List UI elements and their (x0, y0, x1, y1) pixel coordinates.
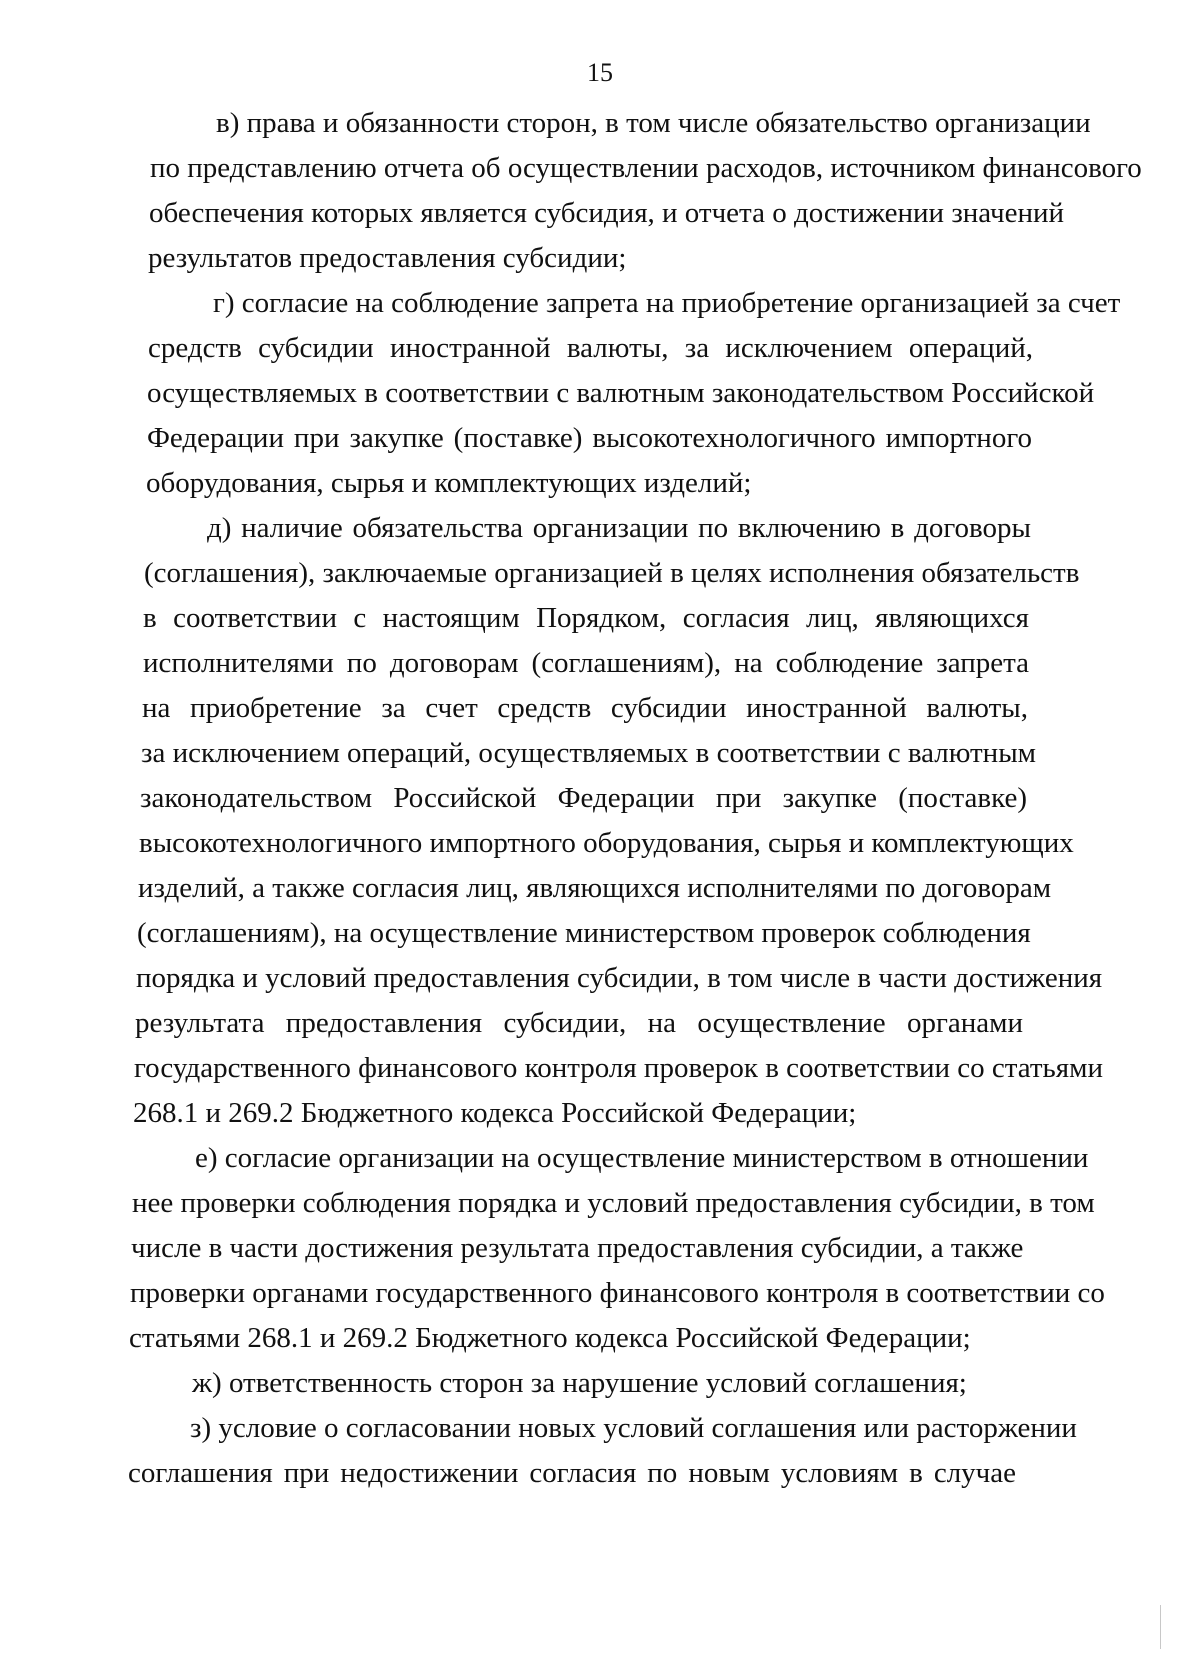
text-line: исполнителями по договорам (соглашениям), на соблюдение запрета (143, 647, 1029, 679)
text-line: е) согласие организации на осуществление министерством в отношении (195, 1142, 1089, 1174)
text-line: соглашения при недостижении согласия по новым условиям в случае (128, 1457, 1016, 1489)
text-line: оборудования, сырья и комплектующих изделий; (146, 467, 752, 499)
text-line: средств субсидии иностранной валюты, за исключением операций, (148, 332, 1033, 364)
text-line: законодательством Российской Федерации при закупке (поставке) (140, 782, 1027, 814)
text-line: статьями 268.1 и 269.2 Бюджетного кодекса Российской Федерации; (129, 1322, 971, 1354)
text-line: осуществляемых в соответствии с валютным законодательством Российской (147, 377, 1095, 409)
text-line: за исключением операций, осуществляемых в соответствии с валютным (141, 737, 1037, 769)
text-line: 268.1 и 269.2 Бюджетного кодекса Российской Федерации; (133, 1097, 857, 1129)
text-line: г) согласие на соблюдение запрета на приобретение организацией за счет (213, 287, 1121, 319)
text-line: порядка и условий предоставления субсидии, в том числе в части достижения (136, 962, 1103, 994)
text-line: (соглашениям), на осуществление министерством проверок соблюдения (137, 917, 1031, 949)
text-line: в соответствии с настоящим Порядком, согласия лиц, являющихся (143, 602, 1029, 634)
text-line: д) наличие обязательства организации по включению в договоры (207, 512, 1031, 544)
text-line: по представлению отчета об осуществлении расходов, источником финансового (150, 152, 1142, 184)
text-line: государственного финансового контроля проверок в соответствии со статьями (134, 1052, 1103, 1084)
text-line: в) права и обязанности сторон, в том числе обязательство организации (216, 107, 1091, 139)
text-line: (соглашения), заключаемые организацией в целях исполнения обязательств (144, 557, 1080, 589)
scan-mark (1160, 1605, 1161, 1649)
text-line: числе в части достижения результата предоставления субсидии, а также (131, 1232, 1024, 1264)
text-line: на приобретение за счет средств субсидии иностранной валюты, (142, 692, 1028, 724)
text-line: проверки органами государственного финансового контроля в соответствии со (130, 1277, 1105, 1309)
text-line: результатов предоставления субсидии; (148, 242, 627, 274)
text-line: изделий, а также согласия лиц, являющихся исполнителями по договорам (138, 872, 1052, 904)
text-line: з) условие о согласовании новых условий соглашения или расторжении (190, 1412, 1077, 1444)
text-line: результата предоставления субсидии, на осуществление органами (135, 1007, 1023, 1039)
text-line: обеспечения которых является субсидия, и отчета о достижении значений (149, 197, 1065, 229)
text-line: ж) ответственность сторон за нарушение условий соглашения; (192, 1367, 967, 1399)
text-line: нее проверки соблюдения порядка и условий предоставления субсидии, в том (132, 1187, 1095, 1219)
text-line: высокотехнологичного импортного оборудования, сырья и комплектующих (139, 827, 1074, 859)
page-number: 15 (587, 58, 613, 87)
text-line: Федерации при закупке (поставке) высокотехнологичного импортного (147, 422, 1032, 454)
